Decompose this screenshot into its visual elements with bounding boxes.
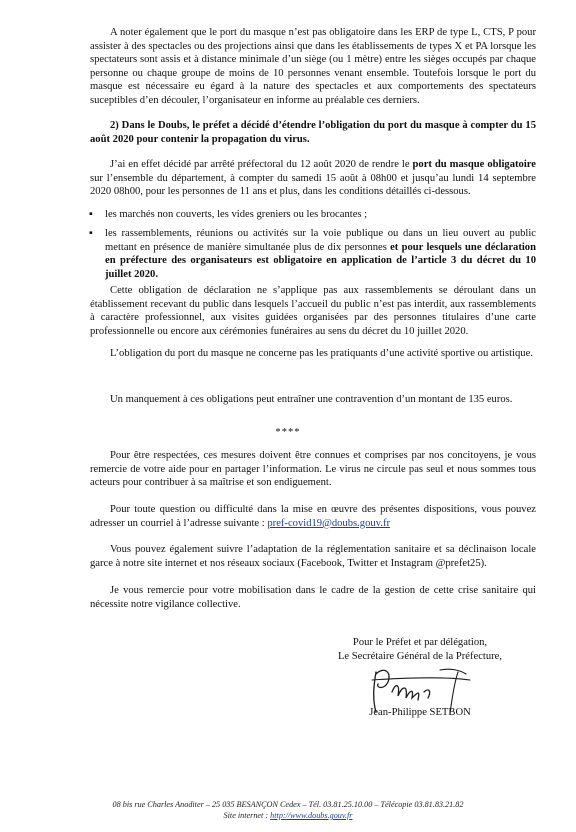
gatherings-text: les rassemblements, réunions ou activités sur la voie publique ou dans un lieu ouvert au public mettant en présence de manière simultanée plus de dix personnes xyxy=(105,228,536,253)
gatherings-text-bold: et pour lesquels une déclaration en préfecture des organisateurs est obligatoire en application de l’article 3 du décret du 10 juillet 2020. xyxy=(105,241,536,280)
signatory-name: Jean-Philippe SETBON xyxy=(369,707,471,718)
footer-website xyxy=(0,811,576,821)
footer-site-link[interactable]: http://www.doubs.gouv.fr xyxy=(270,811,353,820)
footer-address: 08 bis rue Charles Anoditer – 25 035 BESANÇON Cedex – Tél. 03.81.25.10.00 – Télécopie 03.81.83.21.82 xyxy=(112,800,464,809)
order-text-bold: port du masque obligatoire xyxy=(412,159,536,170)
footer-site-label: Site internet : xyxy=(223,811,271,820)
bullet-text: les marchés non couverts, les vides greniers ou les brocantes ; xyxy=(105,209,368,220)
paragraph-fine: Un manquement à ces obligations peut entraîner une contravention d’un montant de 135 euros. xyxy=(110,394,513,405)
paragraph-social-networks: Vous pouvez également suivre l’adaptation de la réglementation sanitaire et sa déclinaison locale garce à notre site internet et nos réseaux sociaux (Facebook, Twitter et Instagram @prefet25). xyxy=(90,544,536,569)
section-heading-doubs: 2) Dans le Doubs, le préfet a décidé d’étendre l’obligation du port du masque à compter du 15 août 2020 pour contenir la propagation du virus. xyxy=(90,120,536,145)
paragraph-closing: Je vous remercie pour votre mobilisation dans le cadre de la gestion de cette crise sanitaire qui nécessite notre vigilance collective. xyxy=(90,585,536,610)
email-link[interactable]: pref-covid19@doubs.gouv.fr xyxy=(267,517,391,529)
order-text-end: sur l’ensemble du département, à compter du samedi 15 août à 08h00 et jusqu’au lundi 14 septembre 2020 08h00, pour les personnes de 11 ans et plus, dans les conditions détaillés ci-dessous. xyxy=(90,172,536,198)
contact-text: Pour toute question ou difficulté dans la mise en œuvre des présentes dispositions, vous pouvez adresser un courriel à l’adresse suivante : xyxy=(90,504,536,529)
paragraph-contact xyxy=(90,503,536,530)
paragraph-masks-erp: A noter également que le port du masque n’est pas obligatoire dans les ERP de type L, CTS, P pour assister à des spectacles ou des projections ainsi que dans les établissements de types X et PA lorsque les spectateurs sont assis et à distance minimale d’un siège (ou 1 mètre) entre les sièges occupés par chaque personne ou chaque groupe de moins de 10 personnes venant ensemble. Toutefois lorsque le port du masque est nécessaire eu égard à la nature des spectacles et aux comportements des spectateurs suceptibles d’en découler, l’organisateur en informe au préalable ces derniers. xyxy=(90,27,536,106)
paragraph-prefectoral-order xyxy=(90,158,536,199)
paragraph-declaration-exceptions: Cette obligation de déclaration ne s’applique pas aux rassemblements se déroulant dans un établissement recevant du public dans lesquels l’accueil du public n’est pas interdit, aux rassemblements à caractère professionnel, aux visites guidées organisées par des personnes titulaires d’une carte professionnelle ou encore aux cérémonies funéraires au sens du décret du 10 juillet 2020. xyxy=(90,285,536,337)
bullet-icon: ▪ xyxy=(89,228,93,239)
section-separator: **** xyxy=(275,427,301,438)
bullet-icon: ▪ xyxy=(89,209,93,220)
bullet-text xyxy=(91,227,536,281)
paragraph-sport-exemption: L’obligation du port du masque ne concerne pas les pratiquants d’une activité sportive ou artistique. xyxy=(110,348,533,359)
paragraph-thanks-citizens: Pour être respectées, ces mesures doivent être connues et comprises par nos concitoyens, je vous remercie de votre aide pour en partager l’information. Le virus ne circule pas seul et nous sommes tous acteurs pour contribuer à sa maîtrise et son endiguement. xyxy=(90,450,536,489)
order-text-start: J’ai en effet décidé par arrêté préfectoral du 12 août 2020 de rendre le xyxy=(110,159,413,170)
bullet-item-markets xyxy=(91,208,536,222)
signature-delegation-line: Pour le Préfet et par délégation, xyxy=(352,637,488,648)
bullet-item-gatherings xyxy=(91,227,536,281)
signature-title-line: Le Secrétaire Général de la Préfecture, xyxy=(337,651,503,662)
